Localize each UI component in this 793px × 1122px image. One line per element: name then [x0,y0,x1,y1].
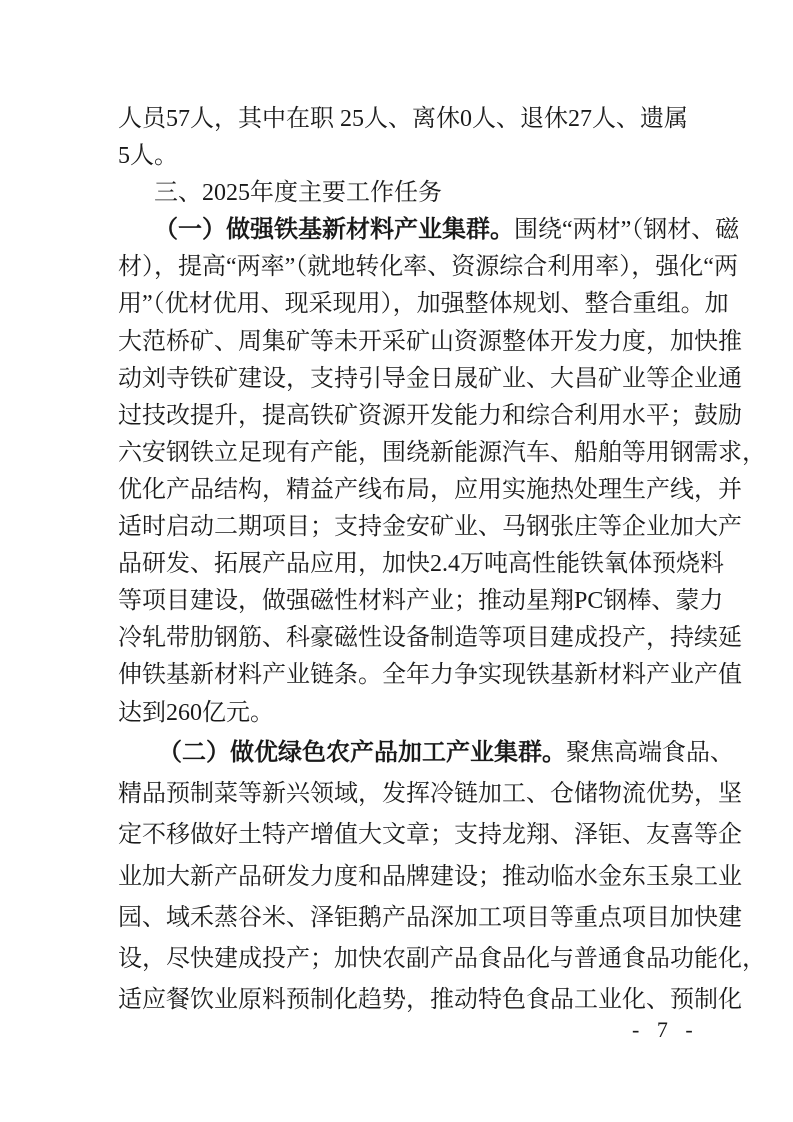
text-line: 适应餐饮业原料预制化趋势，推动特色食品工业化、预制化 [118,987,742,1014]
text-line: 材），提高“两率”（就地转化率、资源综合利用率），强化“两 [118,254,738,281]
text-line: 用”（优材优用、现采现用），加强整体规划、整合重组。加 [118,291,729,318]
subsection-heading-line [118,212,740,249]
text-line: 围绕“两材”（钢材、磁 [514,217,740,244]
text-line: 动刘寺铁矿建设，支持引导金日晟矿业、大昌矿业等企业通 [118,365,742,392]
subsection-title: （二）做优绿色农产品加工产业集群。 [158,740,566,766]
text-line: 冷轧带肋钢筋、科豪磁性设备制造等项目建成投产，持续延 [118,625,742,652]
text-line: 业加大新产品研发力度和品牌建设；推动临水金东玉泉工业 [118,863,742,890]
subsection-title: （一）做强铁基新材料产业集群。 [154,217,514,244]
text-line: 园、域禾蒸谷米、泽钜鹅产品深加工项目等重点项目加快建 [118,904,742,931]
text-line: 六安钢铁立足现有产能，围绕新能源汽车、船舶等用钢需求， [118,439,766,466]
text-line: 5人。 [118,143,178,170]
text-line: 人员57人，其中在职 25人、离休0人、退休27人、遗属 [118,106,688,132]
section-heading: 三、2025年度主要工作任务 [154,180,442,207]
text-line: 设，尽快建成投产；加快农副产品食品化与普通食品功能化， [118,945,766,972]
text-line: 聚焦高端食品、 [566,740,734,766]
text-line: 过技改提升，提高铁矿资源开发能力和综合利用水平；鼓励 [118,402,742,429]
text-line: 定不移做好土特产增值大文章；支持龙翔、泽钜、友喜等企 [118,822,742,849]
page-number: - 7 - [632,1017,699,1042]
text-line: 达到260亿元。 [118,699,274,726]
text-line: 优化产品结构，精益产线布局，应用实施热处理生产线，并 [118,476,742,503]
text-line: 大范桥矿、周集矿等未开采矿山资源整体开发力度，加快推 [118,328,742,355]
text-line: 品研发、拓展产品应用，加快2.4万吨高性能铁氧体预烧料 [118,551,724,578]
document-body-part-1 [118,101,766,732]
text-line: 伸铁基新材料产业链条。全年力争实现铁基新材料产业产值 [118,662,742,689]
text-line: 等项目建设，做强磁性材料产业；推动星翔PC钢棒、蒙力 [118,588,724,615]
subsection-heading-line [118,733,734,774]
text-line: 精品预制菜等新兴领域，发挥冷链加工、仓储物流优势，坚 [118,781,742,808]
document-body-part-2 [118,733,766,1021]
text-line: 适时启动二期项目；支持金安矿业、马钢张庄等企业加大产 [118,514,742,541]
